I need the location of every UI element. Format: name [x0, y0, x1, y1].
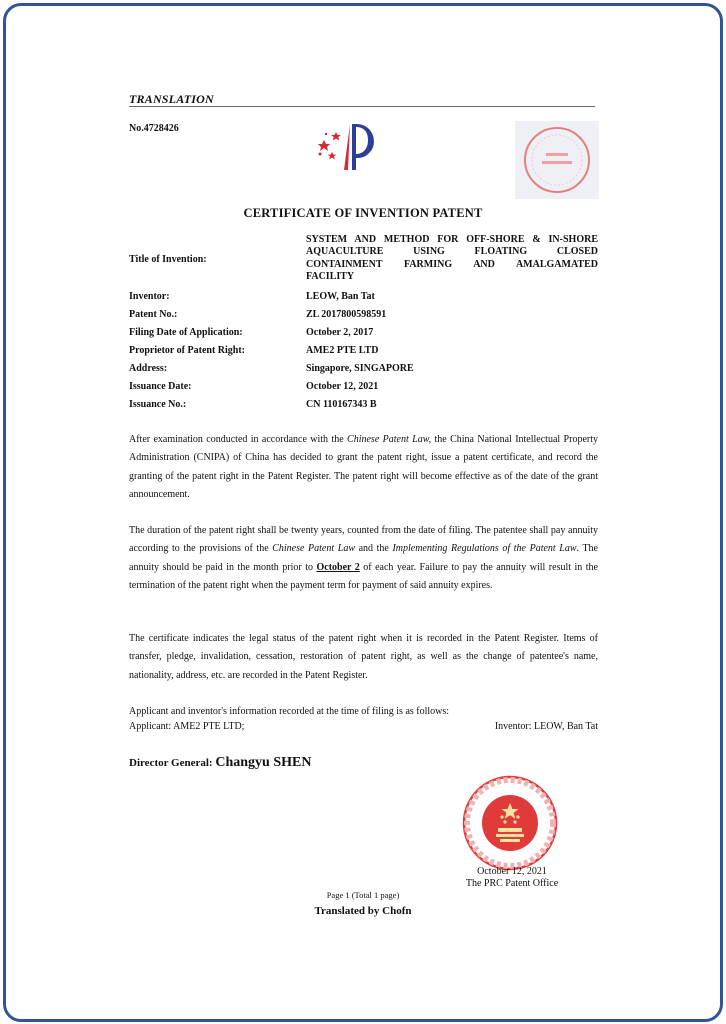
law-name: Chinese Patent Law	[272, 543, 355, 555]
heading-rule	[129, 106, 595, 107]
seal-caption	[462, 866, 562, 890]
seal-date: October 12, 2021	[477, 866, 547, 877]
director-label: Director General:	[129, 757, 213, 769]
patent-no-label: Patent No.:	[129, 309, 178, 320]
address-value: Singapore, SINGAPORE	[306, 363, 414, 374]
text: The duration of the patent right shall be twenty years, counted from the date of filing. The patentee shall pay annuity according to the provisions of the	[129, 525, 598, 555]
agency-stamp-icon	[515, 121, 599, 199]
address-label: Address:	[129, 363, 168, 374]
title-line-1: SYSTEM AND METHOD FOR OFF-SHORE & IN-SHORE	[306, 234, 598, 245]
inventor-label: Inventor:	[129, 291, 170, 302]
filing-date-label: Filing Date of Application:	[129, 327, 243, 338]
director-name: Changyu SHEN	[215, 755, 312, 770]
certificate-title: CERTIFICATE OF INVENTION PATENT	[243, 206, 483, 220]
seal-office: The PRC Patent Office	[465, 878, 559, 889]
paragraph-grant	[129, 431, 598, 504]
law-name: Chinese Patent Law,	[347, 434, 432, 445]
issuance-date-value: October 12, 2021	[306, 381, 379, 392]
title-of-invention-value	[306, 234, 598, 283]
title-line-4: FACILITY	[306, 270, 355, 282]
text: After examination conducted in accordance with the	[129, 434, 348, 445]
text: . The annuity should be paid in the month prior to	[129, 543, 598, 573]
patent-no-value: ZL 2017800598591	[306, 309, 387, 320]
document-number: No.4728426	[129, 123, 179, 134]
translated-by: Translated by Chofn	[314, 905, 412, 917]
cnipa-logo-icon	[312, 118, 392, 174]
title-of-invention-label: Title of Invention:	[129, 254, 207, 265]
text: and the	[354, 543, 393, 555]
issuance-no-label: Issuance No.:	[129, 399, 187, 410]
filing-date-value: October 2, 2017	[306, 327, 374, 338]
translation-heading: TRANSLATION	[129, 92, 214, 106]
inventor-value: LEOW, Ban Tat	[306, 291, 375, 302]
paragraph-applicant-info: Applicant and inventor's information recorded at the time of filing is as follows:	[129, 706, 450, 717]
annuity-due-date: October 2	[316, 561, 360, 573]
page-number: Page 1 (Total 1 page)	[326, 890, 400, 900]
director-general	[129, 755, 311, 771]
prc-patent-office-seal-icon	[460, 773, 560, 873]
paragraph-legal-status: The certificate indicates the legal status of the patent right when it is recorded in the Patent Register. Items of transfer, pledge, invalidation, cessation, restoration of patent right, as well as the change of patentee's name, nationality, address, etc. are recorded in the Patent Register.	[129, 633, 598, 681]
issuance-date-label: Issuance Date:	[129, 381, 192, 392]
paragraph-duration	[129, 522, 598, 595]
title-line-2: AQUACULTURE USING FLOATING CLOSED	[306, 246, 598, 258]
issuance-no-value: CN 110167343 B	[306, 399, 377, 410]
regulations-name: Implementing Regulations of the Patent Law	[392, 543, 577, 555]
text: the China National Intellectual Property Administration (CNIPA) of China has decided to grant the patent right, issue a patent certificate, and record the granting of the patent right in the Patent Register. The patent right will become effective as of the date of the grant announcement.	[129, 434, 598, 500]
applicant-text: Applicant: AME2 PTE LTD;	[129, 721, 245, 732]
title-line-3: CONTAINMENT FARMING AND AMALGAMATED	[306, 258, 598, 270]
proprietor-label: Proprietor of Patent Right:	[129, 345, 245, 356]
proprietor-value: AME2 PTE LTD	[306, 345, 379, 356]
applicant-inventor-line	[129, 721, 598, 732]
text: of each year. Failure to pay the annuity will result in the termination of the patent right when the payment term for payment of said annuity expires.	[129, 561, 598, 591]
inventor-text: Inventor: LEOW, Ban Tat	[494, 721, 598, 732]
